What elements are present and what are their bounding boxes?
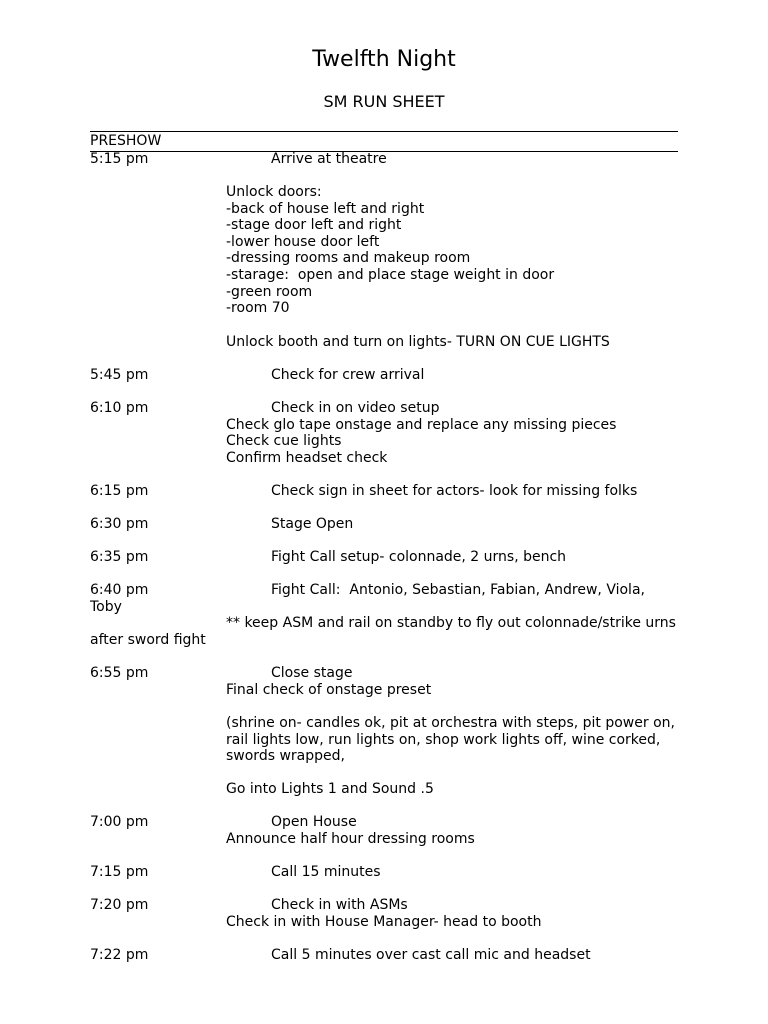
document-subtitle: SM RUN SHEET — [323, 92, 445, 111]
entry-heading: Fight Call setup- colonnade, 2 urns, bench — [271, 549, 567, 565]
door-item: -back of house left and right — [226, 201, 425, 217]
entry-time: 7:20 pm — [90, 897, 149, 913]
entry-time: 7:22 pm — [90, 947, 149, 963]
door-item: -stage door left and right — [226, 217, 402, 233]
task-line: Check glo tape onstage and replace any missing pieces — [226, 417, 617, 433]
entry-time: 5:15 pm — [90, 151, 149, 167]
task-line: after sword fight — [90, 632, 206, 648]
task-line: ** keep ASM and rail on standby to fly out colonnade/strike urns — [226, 615, 676, 631]
door-item: -lower house door left — [226, 234, 380, 250]
entry-time: 6:30 pm — [90, 516, 149, 532]
preset-line: rail lights low, run lights on, shop work lights off, wine corked, — [226, 732, 661, 748]
entry-time: 5:45 pm — [90, 367, 149, 383]
entry-heading: Open House — [271, 814, 357, 830]
entry-heading: Fight Call: Antonio, Sebastian, Fabian, Andrew, Viola, — [271, 582, 645, 598]
entry-heading: Call 5 minutes over cast call mic and headset — [271, 947, 591, 963]
entry-time: 6:10 pm — [90, 400, 149, 416]
unlock-doors-label: Unlock doors: — [226, 184, 322, 200]
entry-heading: Stage Open — [271, 516, 354, 532]
task-line: Go into Lights 1 and Sound .5 — [226, 781, 434, 797]
entry-time: 7:00 pm — [90, 814, 149, 830]
preset-line: (shrine on- candles ok, pit at orchestra with steps, pit power on, — [226, 715, 675, 731]
entry-time: 6:15 pm — [90, 483, 149, 499]
task-line: Announce half hour dressing rooms — [226, 831, 475, 847]
entry-heading: Call 15 minutes — [271, 864, 381, 880]
section-heading: PRESHOW — [90, 133, 162, 149]
preset-line: swords wrapped, — [226, 748, 345, 764]
entry-heading: Check sign in sheet for actors- look for missing folks — [271, 483, 638, 499]
entry-heading: Check in with ASMs — [271, 897, 408, 913]
entry-time: 6:40 pm — [90, 582, 149, 598]
entry-time: 6:55 pm — [90, 665, 149, 681]
door-item: -room 70 — [226, 300, 290, 316]
entry-time: 6:35 pm — [90, 549, 149, 565]
entry-heading: Check in on video setup — [271, 400, 440, 416]
entry-heading: Close stage — [271, 665, 353, 681]
task-line: Toby — [90, 599, 122, 615]
task-line: Final check of onstage preset — [226, 682, 432, 698]
entry-heading: Check for crew arrival — [271, 367, 425, 383]
section-top-rule — [90, 131, 678, 132]
task-line: Check cue lights — [226, 433, 342, 449]
entry-time: 7:15 pm — [90, 864, 149, 880]
document-title: Twelfth Night — [312, 47, 456, 72]
door-item: -dressing rooms and makeup room — [226, 250, 471, 266]
door-item: -green room — [226, 284, 313, 300]
task-line: Confirm headset check — [226, 450, 388, 466]
entry-heading: Arrive at theatre — [271, 151, 387, 167]
unlock-booth-line: Unlock booth and turn on lights- TURN ON CUE LIGHTS — [226, 334, 610, 350]
door-item: -starage: open and place stage weight in door — [226, 267, 555, 283]
task-line: Check in with House Manager- head to booth — [226, 914, 542, 930]
